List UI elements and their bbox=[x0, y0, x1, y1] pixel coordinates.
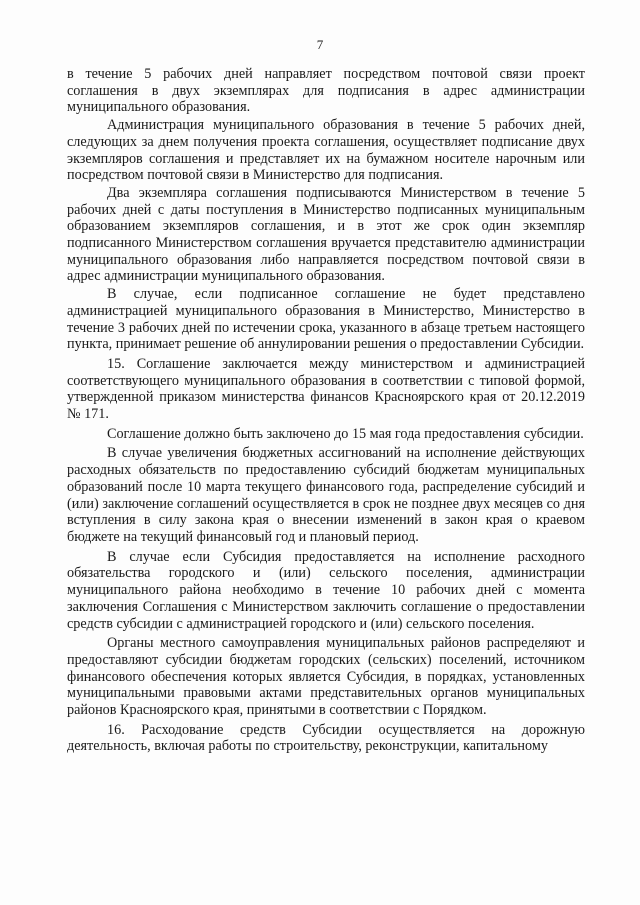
paragraph-3: Два экземпляра соглашения подписываются Министерством в течение 5 рабочих дней с даты поступления в Министерство подписанных муниципальным образованием экземпляров соглашения, и в этот же срок один экземпляр подписанного Министерством соглашения вручается представителю администрации муниципального образования либо направляется посредством почтовой связи в адрес администрации муниципального образования. bbox=[67, 184, 585, 285]
paragraph-1: в течение 5 рабочих дней направляет посредством почтовой связи проект соглашения в двух экземплярах для подписания в адрес администрации муниципального образования. bbox=[67, 66, 585, 116]
paragraph-4: В случае, если подписанное соглашение не будет представлено администрацией муниципального образования в Министерство, Министерство в течение 3 рабочих дней по истечении срока, указанного в абзаце третьем настоящего пункта, принимает решение об аннулировании решения о предоставлении Субсидии. bbox=[67, 286, 585, 353]
paragraph-9: Органы местного самоуправления муниципальных районов распределяют и предоставляют субсидии бюджетам городских (сельских) поселений, источником финансового обеспечения которых является Субсидия, в порядках, установленных муниципальными правовыми актами представительных органов муниципальных районов Красноярского края, принятыми в соответствии с Порядком. bbox=[67, 635, 585, 719]
paragraph-8: В случае если Субсидия предоставляется на исполнение расходного обязательства городского и (или) сельского поселения, администрации муниципального района необходимо в течение 10 рабочих дней с момента заключения Соглашения с Министерством заключить соглашение о предоставлении средств субсидии с администрацией городского и (или) сельского поселения. bbox=[67, 548, 585, 632]
document-body bbox=[67, 66, 585, 755]
paragraph-6: Соглашение должно быть заключено до 15 мая года предоставления субсидии. bbox=[107, 425, 584, 442]
paragraph-5: 15. Соглашение заключается между министерством и администрацией соответствующего муниципального образования в соответствии с типовой формой, утвержденной приказом министерства финансов Красноярского края от 20.12.2019 № 171. bbox=[67, 355, 585, 423]
page-number: 7 bbox=[316, 37, 324, 52]
paragraph-2: Администрация муниципального образования в течение 5 рабочих дней, следующих за днем получения проекта соглашения, осуществляет подписание двух экземпляров соглашения и представляет их на бумажном носителе нарочным или посредством почтовой связи в Министерство для подписания. bbox=[67, 117, 585, 184]
paragraph-7: В случае увеличения бюджетных ассигнований на исполнение действующих расходных обязательств по предоставлению субсидий бюджетам муниципальных образований после 10 марта текущего финансового года, распределение субсидий и (или) заключение соглашений осуществляется в срок не позднее двух месяцев со дня вступления в силу закона края о внесении изменений в закон края о краевом бюджете на текущий финансовый год и плановый период. bbox=[67, 445, 585, 545]
paragraph-10: 16. Расходование средств Субсидии осуществляется на дорожную деятельность, включая работы по строительству, реконструкции, капитальному bbox=[67, 721, 585, 755]
